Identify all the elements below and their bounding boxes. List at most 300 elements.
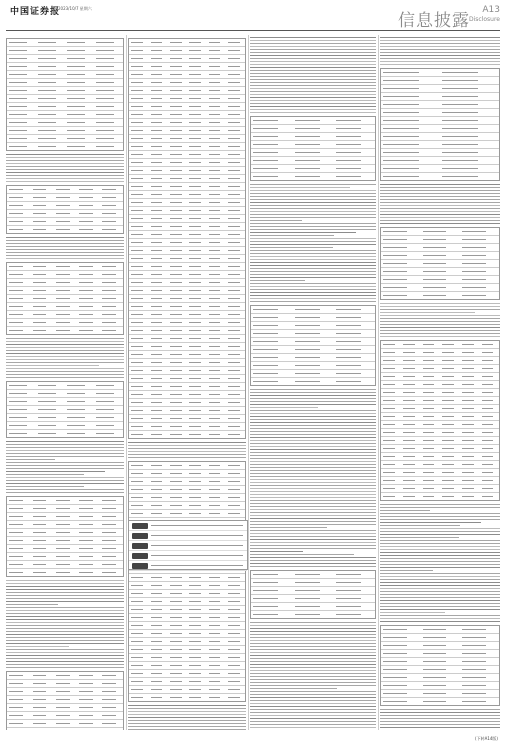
data-table [6, 381, 124, 438]
text-column-2 [128, 35, 246, 730]
table-cell [131, 362, 143, 363]
table-cell [56, 723, 70, 724]
text-line [6, 338, 124, 339]
table-cell [253, 168, 278, 169]
text-line [380, 600, 500, 601]
text-line [250, 521, 376, 522]
table-cell [96, 42, 113, 43]
table-cell [38, 401, 55, 402]
table-cell [79, 330, 93, 331]
text-line [250, 262, 376, 263]
table-row [381, 157, 499, 165]
table-cell [228, 489, 240, 490]
text-line [380, 567, 500, 568]
table-cell [209, 330, 221, 331]
text-line [250, 622, 376, 623]
table-row [129, 319, 245, 327]
text-line [380, 223, 500, 224]
table-cell [209, 681, 221, 682]
table-cell [189, 122, 201, 123]
table-row [129, 87, 245, 95]
table-cell [423, 677, 447, 678]
table-cell [96, 393, 113, 394]
table-row [7, 311, 123, 319]
table-cell [170, 162, 182, 163]
table-row [381, 405, 499, 413]
table-cell [383, 701, 407, 702]
text-line [380, 504, 500, 505]
table-row [129, 399, 245, 407]
table-cell [9, 314, 23, 315]
table-cell [189, 290, 201, 291]
text-line [380, 591, 500, 592]
table-cell [96, 122, 113, 123]
table-cell [9, 114, 26, 115]
text-line [6, 353, 124, 354]
table-cell [102, 213, 116, 214]
table-cell [423, 448, 435, 449]
text-line [6, 249, 124, 250]
table-row [381, 244, 499, 252]
text-line [6, 166, 124, 167]
text-line [6, 350, 124, 351]
table-cell [403, 408, 415, 409]
text-line [380, 43, 500, 44]
text-line [380, 606, 500, 607]
table-row [7, 720, 123, 728]
table-cell [131, 481, 143, 482]
section-title: 信息披露 [398, 11, 470, 31]
table-row [129, 478, 245, 486]
table-cell [462, 677, 486, 678]
text-line [6, 625, 124, 626]
table-cell [79, 322, 93, 323]
table-row [129, 423, 245, 431]
table-cell [131, 162, 143, 163]
table-cell [209, 617, 221, 618]
table-cell [56, 524, 70, 525]
table-cell [33, 205, 47, 206]
table-cell [170, 346, 182, 347]
text-line [380, 537, 459, 538]
table-cell [228, 434, 240, 435]
table-cell [131, 473, 143, 474]
table-row [129, 191, 245, 199]
table-cell [253, 160, 278, 161]
table-cell [462, 360, 474, 361]
text-line [250, 506, 376, 507]
table-cell [170, 146, 182, 147]
table-cell [228, 82, 240, 83]
table-cell [67, 74, 84, 75]
table-cell [56, 540, 70, 541]
table-row [381, 642, 499, 650]
table-cell [462, 392, 474, 393]
table-cell [403, 384, 415, 385]
text-line [6, 583, 124, 584]
table-cell [33, 699, 47, 700]
table-cell [462, 279, 486, 280]
text-line [128, 451, 246, 452]
table-cell [442, 136, 477, 137]
table-cell [462, 416, 474, 417]
table-cell [96, 106, 113, 107]
text-line [380, 597, 500, 598]
table-cell [189, 641, 201, 642]
table-cell [295, 582, 320, 583]
table-cell [189, 234, 201, 235]
table-cell [189, 306, 201, 307]
table-cell [9, 130, 26, 131]
table-row [381, 252, 499, 260]
table-cell [228, 665, 240, 666]
text-line [380, 510, 430, 511]
table-cell [295, 136, 320, 137]
table-row [381, 125, 499, 133]
table-cell [67, 393, 84, 394]
column-divider [248, 35, 249, 730]
text-line [380, 582, 500, 583]
table-row [381, 698, 499, 705]
table-cell [102, 572, 116, 573]
table-row [129, 670, 245, 678]
table-row [7, 537, 123, 545]
table-cell [228, 601, 240, 602]
table-row [129, 311, 245, 319]
table-row [251, 378, 375, 385]
table-cell [79, 707, 93, 708]
table-cell [170, 386, 182, 387]
table-cell [253, 614, 278, 615]
text-line [250, 187, 350, 188]
table-row [381, 133, 499, 141]
text-line [250, 73, 376, 74]
table-cell [403, 400, 415, 401]
text-line [250, 515, 376, 516]
table-row [7, 728, 123, 730]
table-row [129, 415, 245, 423]
text-line [380, 552, 500, 553]
table-cell [131, 322, 143, 323]
table-cell [442, 400, 454, 401]
text-line [380, 615, 500, 616]
table-cell [423, 456, 435, 457]
table-cell [442, 80, 477, 81]
text-line [250, 265, 376, 266]
table-cell [228, 226, 240, 227]
table-cell [38, 98, 55, 99]
table-cell [102, 675, 116, 676]
text-line [250, 109, 376, 110]
table-cell [33, 266, 47, 267]
text-line [250, 425, 376, 426]
table-cell [383, 693, 407, 694]
table-cell [228, 170, 240, 171]
table-cell [442, 88, 477, 89]
table-cell [189, 465, 201, 466]
table-cell [79, 221, 93, 222]
table-row [129, 510, 245, 518]
text-line [250, 533, 376, 534]
table-row [129, 167, 245, 175]
text-line [151, 565, 243, 566]
stamp-row [129, 561, 247, 571]
table-cell [170, 242, 182, 243]
table-cell [462, 263, 486, 264]
text-line [250, 85, 376, 86]
table-cell [383, 400, 395, 401]
table-cell [151, 370, 163, 371]
table-cell [462, 693, 486, 694]
table-cell [9, 409, 26, 410]
table-cell [170, 194, 182, 195]
table-row [129, 39, 245, 47]
table-cell [209, 146, 221, 147]
table-cell [383, 120, 418, 121]
table-cell [151, 489, 163, 490]
table-cell [151, 577, 163, 578]
text-line [250, 289, 376, 290]
table-cell [228, 386, 240, 387]
table-cell [38, 50, 55, 51]
table-cell [336, 136, 361, 137]
table-cell [56, 298, 70, 299]
table-cell [151, 465, 163, 466]
text-line [6, 368, 124, 369]
table-cell [9, 532, 23, 533]
table-row [129, 215, 245, 223]
table-cell [9, 540, 23, 541]
table-cell [151, 394, 163, 395]
table-row [251, 314, 375, 322]
text-line [250, 244, 376, 245]
table-cell [33, 564, 47, 565]
table-cell [170, 689, 182, 690]
text-line [380, 594, 500, 595]
table-cell [189, 98, 201, 99]
text-line [250, 476, 376, 477]
text-line [250, 49, 376, 50]
table-cell [295, 317, 320, 318]
table-cell [189, 186, 201, 187]
table-row [381, 101, 499, 109]
table-cell [151, 665, 163, 666]
table-cell [9, 683, 23, 684]
table-cell [33, 189, 47, 190]
table-cell [383, 408, 395, 409]
table-cell [38, 385, 55, 386]
table-cell [67, 114, 84, 115]
text-line [250, 250, 376, 251]
table-cell [131, 250, 143, 251]
table-cell [295, 590, 320, 591]
text-line [250, 679, 376, 680]
table-cell [189, 434, 201, 435]
text-line [250, 238, 376, 239]
table-cell [228, 146, 240, 147]
table-cell [131, 74, 143, 75]
table-cell [131, 130, 143, 131]
table-cell [131, 154, 143, 155]
table-cell [56, 274, 70, 275]
table-cell [131, 593, 143, 594]
table-cell [96, 98, 113, 99]
table-cell [383, 629, 407, 630]
table-cell [96, 66, 113, 67]
text-line [380, 49, 500, 50]
table-cell [170, 577, 182, 578]
table-cell [170, 585, 182, 586]
table-row [129, 359, 245, 367]
table-cell [151, 346, 163, 347]
table-cell [253, 582, 278, 583]
table-cell [189, 426, 201, 427]
table-cell [131, 98, 143, 99]
table-cell [189, 665, 201, 666]
table-cell [423, 661, 447, 662]
table-row [251, 149, 375, 157]
table-row [7, 529, 123, 537]
table-cell [482, 464, 494, 465]
text-line [250, 485, 376, 486]
table-cell [151, 434, 163, 435]
text-line [250, 458, 376, 459]
table-cell [151, 585, 163, 586]
table-cell [383, 168, 418, 169]
table-cell [33, 322, 47, 323]
table-row [381, 165, 499, 173]
text-line [380, 543, 500, 544]
table-row [381, 674, 499, 682]
table-row [129, 678, 245, 686]
data-table [6, 38, 124, 151]
table-cell [170, 138, 182, 139]
text-line [250, 715, 376, 716]
table-cell [96, 82, 113, 83]
text-line [380, 603, 500, 604]
table-cell [151, 322, 163, 323]
table-cell [170, 426, 182, 427]
table-cell [102, 516, 116, 517]
table-cell [79, 189, 93, 190]
text-line [380, 585, 500, 586]
table-cell [228, 625, 240, 626]
table-cell [209, 282, 221, 283]
table-cell [228, 50, 240, 51]
text-line [250, 416, 376, 417]
text-line [250, 503, 376, 504]
text-line [6, 658, 124, 659]
table-cell [423, 384, 435, 385]
text-line [250, 241, 376, 242]
table-cell [209, 98, 221, 99]
table-cell [151, 641, 163, 642]
table-cell [151, 306, 163, 307]
table-cell [228, 513, 240, 514]
text-line [6, 237, 124, 238]
table-row [381, 228, 499, 236]
table-cell [442, 352, 454, 353]
table-row [7, 135, 123, 143]
text-line [6, 347, 124, 348]
table-cell [383, 287, 407, 288]
section-label: Disclosure [468, 16, 500, 23]
table-cell [189, 354, 201, 355]
table-cell [67, 90, 84, 91]
table-cell [228, 394, 240, 395]
table-row [381, 493, 499, 500]
table-cell [403, 432, 415, 433]
table-row [129, 462, 245, 470]
table-row [381, 109, 499, 117]
table-row [7, 545, 123, 553]
text-line [380, 184, 500, 185]
table-cell [482, 384, 494, 385]
table-cell [131, 426, 143, 427]
table-cell [442, 488, 454, 489]
table-cell [170, 106, 182, 107]
table-cell [253, 341, 278, 342]
table-cell [228, 410, 240, 411]
table-cell [33, 675, 47, 676]
table-row [7, 704, 123, 712]
table-cell [209, 138, 221, 139]
text-line [250, 706, 376, 707]
table-row [129, 502, 245, 510]
table-cell [33, 683, 47, 684]
table-cell [336, 582, 361, 583]
table-cell [9, 385, 26, 386]
text-line [250, 256, 376, 257]
table-cell [209, 673, 221, 674]
text-line [250, 518, 376, 519]
table-cell [151, 178, 163, 179]
table-cell [170, 402, 182, 403]
text-line [380, 579, 500, 580]
table-row [129, 127, 245, 135]
table-cell [189, 242, 201, 243]
text-line [250, 268, 376, 269]
table-cell [423, 271, 447, 272]
table-row [7, 202, 123, 210]
table-cell [228, 617, 240, 618]
text-line [250, 235, 334, 236]
text-line [6, 586, 124, 587]
table-row [381, 284, 499, 292]
table-cell [189, 178, 201, 179]
table-row [381, 413, 499, 421]
table-cell [442, 472, 454, 473]
table-row [381, 365, 499, 373]
table-cell [131, 465, 143, 466]
text-line [128, 720, 246, 721]
text-line [250, 688, 337, 689]
table-cell [383, 376, 395, 377]
table-cell [462, 629, 486, 630]
table-cell [383, 368, 395, 369]
table-cell [228, 681, 240, 682]
text-line [380, 558, 500, 559]
table-cell [151, 162, 163, 163]
table-row [129, 183, 245, 191]
text-line [380, 561, 500, 562]
table-cell [253, 120, 278, 121]
table-cell [131, 601, 143, 602]
table-cell [462, 255, 486, 256]
table-row [381, 268, 499, 276]
table-cell [170, 154, 182, 155]
table-cell [79, 213, 93, 214]
